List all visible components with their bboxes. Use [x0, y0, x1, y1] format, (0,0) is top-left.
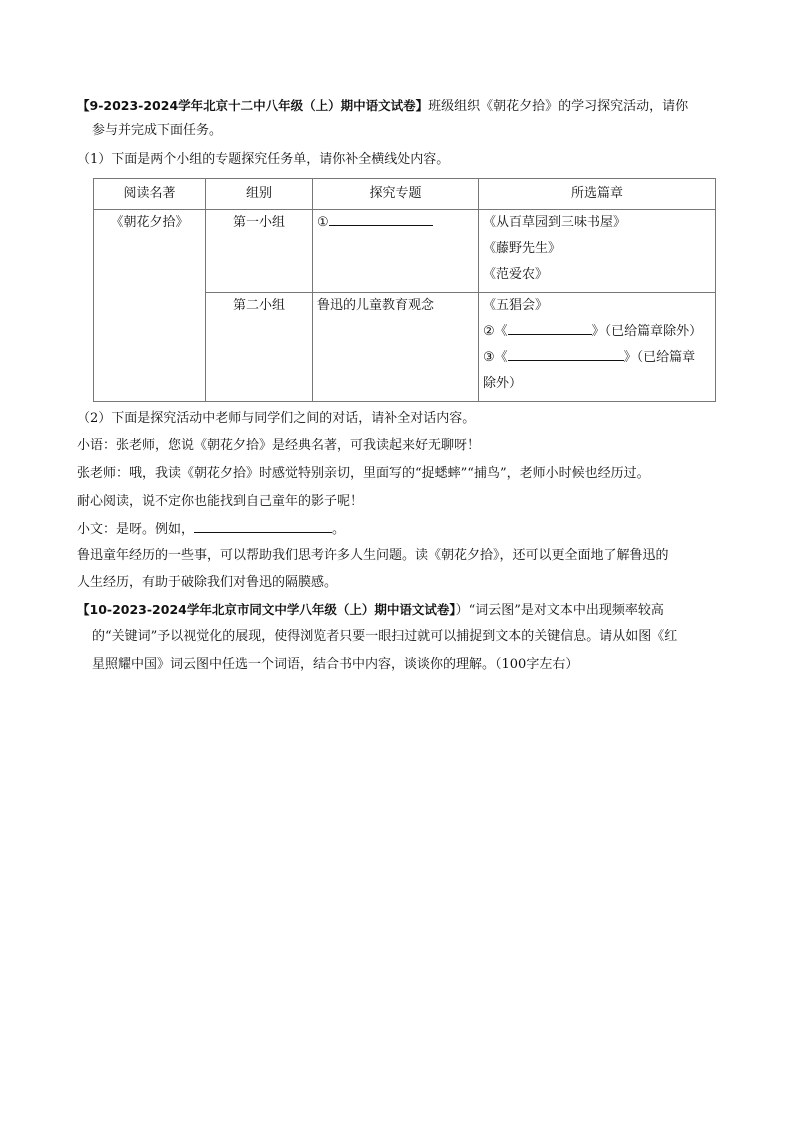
- dialogue-xiaowen-prefix: 小文：是呀。例如，: [77, 522, 195, 537]
- dialogue-answer-blank[interactable]: [194, 520, 332, 533]
- table-header-chapters: 所选篇章: [479, 179, 716, 210]
- dialogue-xiaowen-suffix: 。: [332, 522, 346, 537]
- dialogue-xiaoyu: 小语：张老师，您说《朝花夕拾》是经典名著，可我读起来好无聊呀！: [77, 438, 481, 453]
- group1-topic-blank[interactable]: [329, 213, 433, 226]
- q10-line3: 星照耀中国》词云图中任选一个词语，结合书中内容，谈谈你的理解。（100字左右）: [92, 657, 579, 672]
- group2-topic-cell: [313, 293, 479, 402]
- group2-topic: 鲁迅的儿童教育观念: [317, 298, 435, 313]
- q9-intro-a: 班级组织《朝花夕拾》的学习探究活动，请你: [428, 99, 689, 114]
- table-header-group: 组别: [206, 179, 313, 210]
- group2-name-cell: [206, 293, 313, 402]
- blank3-open: ③《: [483, 350, 508, 365]
- group1-chapter-3: 《范爱农》: [483, 267, 549, 282]
- chapter-blank-3[interactable]: [508, 348, 624, 361]
- book-title-cell: [94, 210, 206, 402]
- closing-text-b: 人生经历，有助于破除我们对鲁迅的隔膜感。: [77, 575, 338, 590]
- q10-line2: 的“关键词”予以视觉化的展现，使得浏览者只要一眼扫过就可以捕捉到文本的关键信息。请从如图《红: [92, 629, 678, 644]
- table-header-book: 阅读名著: [94, 179, 206, 210]
- group2-chapter-1: 《五猖会》: [483, 298, 549, 313]
- table-header-row: [94, 179, 716, 210]
- group1-chapters-cell: [479, 210, 716, 293]
- group1-chapter-2: 《藤野先生》: [483, 241, 562, 256]
- q9-intro-b: 参与并完成下面任务。: [92, 123, 223, 138]
- table-header-topic: 探究专题: [313, 179, 479, 210]
- dialogue-xiaowen-line: [77, 520, 345, 539]
- table-row-group1: [94, 210, 716, 293]
- group1-name-cell: [206, 210, 313, 293]
- group1-chapter-1: 《从百草园到三味书屋》: [483, 215, 627, 230]
- group2-chapters-cell: [479, 293, 716, 402]
- dialogue-teacher-b: 耐心阅读，说不定你也能找到自己童年的影子呢！: [77, 494, 364, 509]
- group1-topic-mark: ①: [317, 215, 329, 230]
- book-title: 《朝花夕拾》: [110, 215, 189, 230]
- group2-chapter-2-line: [483, 319, 711, 345]
- q10-header-line: [77, 601, 664, 620]
- dialogue-teacher-a: 张老师：哦，我读《朝花夕拾》时感觉特别亲切，里面写的“捉蟋蟀”“捕鸟”，老师小时候也经历过。: [77, 466, 650, 481]
- chapter-blank-2[interactable]: [508, 322, 592, 335]
- task-table: [93, 178, 716, 402]
- q9-part1-instruction: （1）下面是两个小组的专题探究任务单，请你补全横线处内容。: [77, 152, 450, 167]
- q10-source: 【10-2023-2024学年北京市同文中学八年级（上）期中语文试卷】: [77, 602, 456, 617]
- group2-chapter-3-line: [483, 345, 711, 371]
- blank2-close: 》（已给篇章除外）: [591, 324, 703, 339]
- q10-line1-rest: ）“词云图”是对文本中出现频率较高: [455, 603, 664, 618]
- group2-chapter-3-wrap: 除外）: [483, 376, 523, 391]
- blank3-close: 》（已给篇章: [623, 350, 696, 365]
- group1-name: 第一小组: [232, 215, 285, 230]
- blank2-open: ②《: [483, 324, 508, 339]
- q9-source: 【9-2023-2024学年北京十二中八年级（上）期中语文试卷】: [77, 98, 429, 113]
- group2-name: 第二小组: [232, 298, 285, 313]
- closing-text-a: 鲁迅童年经历的一些事，可以帮助我们思考许多人生问题。读《朝花夕拾》，还可以更全面地了解鲁迅的: [77, 548, 669, 563]
- q9-header-line: [77, 97, 688, 116]
- group1-topic-cell: [313, 210, 479, 293]
- q9-part2-instruction: （2）下面是探究活动中老师与同学们之间的对话，请补全对话内容。: [77, 411, 476, 426]
